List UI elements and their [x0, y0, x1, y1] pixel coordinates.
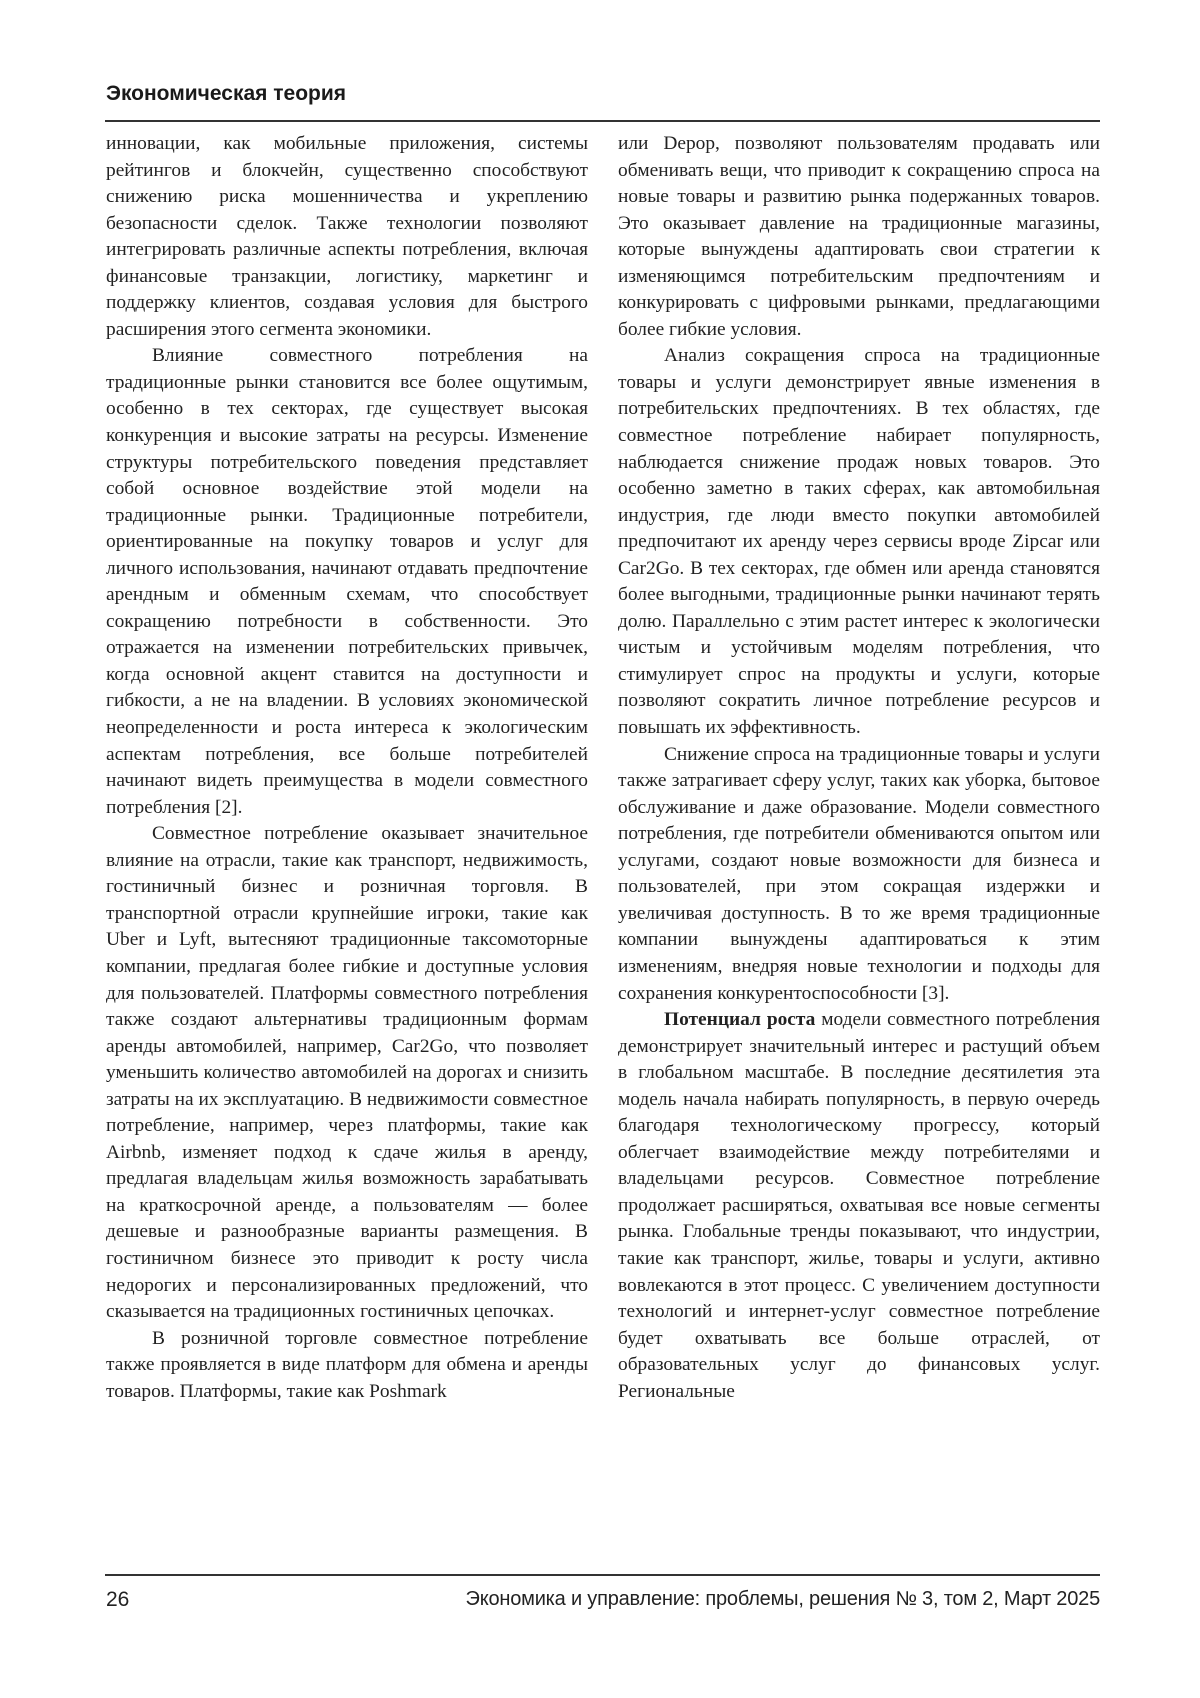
running-head: Экономическая теория — [106, 82, 347, 105]
paragraph: Анализ сокращения спроса на традиционные товары и услуги демонстрирует явные изменения в потребительских предпочтениях. В тех областях, где совместное потребление набирает популярность, наблюдается снижение продаж новых товаров. Это особенно заметно в таких сферах, как автомобильная индустрия, где люди вместо покупки автомобилей предпочитают их аренду через сервисы вроде Zipcar или Car2Go. В тех секторах, где обмен или аренда становятся более выгодными, традиционные рынки начинают терять долю. Параллельно с этим растет интерес к экологически чистым и устойчивым моделям потребления, что стимулирует спрос на продукты и услуги, которые позволяют сократить личное потребление ресурсов и повышать их эффективность. — [618, 345, 1100, 739]
footer-rule — [105, 1574, 1100, 1576]
paragraph: В розничной торговле совместное потребление также проявляется в виде платформ для обмена и аренды товаров. Платформы, такие как Poshmark — [106, 1327, 588, 1402]
page-number: 26 — [106, 1588, 130, 1611]
paragraph: Снижение спроса на традиционные товары и услуги также затрагивает сферу услуг, таких как уборка, бытовое обслуживание и даже образование. Модели совместного потребления, где потребители обмениваются опытом или услугами, создают новые возможности для бизнеса и пользователей, при этом сокращая издержки и увеличивая доступность. В то же время традиционные компании вынуждены адаптироваться к этим изменениям, внедряя новые технологии и подходы для сохранения конкурентоспособности [3]. — [618, 743, 1100, 1004]
paragraph: Влияние совместного потребления на традиционные рынки становится все более ощутимым, особенно в тех секторах, где существует высокая конкуренция и высокие затраты на ресурсы. Изменение структуры потребительского поведения представляет собой основное воздействие этой модели на традиционные рынки. Традиционные потребители, ориентированные на покупку товаров и услуг для личного использования, начинают отдавать предпочтение арендным и обменным схемам, что способствует сокращению потребности в собственности. Это отражается на изменении потребительских привычек, когда основной акцент ставится на доступности и гибкости, а не на владении. В условиях экономической неопределенности и роста интереса к экологическим аспектам потребления, все больше потребителей начинают видеть преимущества в модели совместного потребления [2]. — [106, 345, 588, 818]
paragraph-text: модели совместного потребления демонстрирует значительный интерес и растущий объем в глобальном масштабе. В последние десятилетия эта модель начала набирать популярность, в первую очередь благодаря технологическому прогрессу, который облегчает взаимодействие между потребителями и владельцами ресурсов. Совместное потребление продолжает расширяться, охватывая все новые сегменты рынка. Глобальные тренды показывают, что индустрии, такие как транспорт, жилье, товары и услуги, активно вовлекаются в этот процесс. С увеличением доступности технологий и интернет-услуг совместное потребление будет охватывать все больше отраслей, от образовательных услуг до финансовых услуг. Региональные — [618, 1009, 1100, 1402]
journal-citation: Экономика и управление: проблемы, решения № 3, том 2, Март 2025 — [465, 1588, 1100, 1610]
paragraph: или Depop, позволяют пользователям продавать или обменивать вещи, что приводит к сокращению спроса на новые товары и развитию рынка подержанных товаров. Это оказывает давление на традиционные магазины, которые вынуждены адаптировать свои стратегии к изменяющимся потребительским предпочтениям и конкурировать с цифровыми рынками, предлагающими более гибкие условия. — [618, 133, 1100, 340]
paragraph: Совместное потребление оказывает значительное влияние на отрасли, такие как транспорт, недвижимость, гостиничный бизнес и розничная торговля. В транспортной отрасли крупнейшие игроки, такие как Uber и Lyft, вытесняют традиционные таксомоторные компании, предлагая более гибкие и доступные условия для пользователей. Платформы совместного потребления также создают альтернативы традиционным формам аренды автомобилей, например, Car2Go, что позволяет уменьшить количество автомобилей на дорогах и снизить затраты на их эксплуатацию. В недвижимости совместное потребление, например, через платформы, такие как Airbnb, изменяет подход к сдаче жилья в аренду, предлагая владельцам жилья возможность зарабатывать на краткосрочной аренде, а пользователям — более дешевые и разнообразные варианты размещения. В гостиничном бизнесе это приводит к росту числа недорогих и персонализированных предложений, что сказывается на традиционных гостиничных цепочках. — [106, 823, 589, 1323]
left-column — [106, 131, 588, 1405]
bold-lead-phrase: Потенциал роста — [664, 1009, 816, 1031]
right-column — [618, 131, 1100, 1405]
paragraph: инновации, как мобильные приложения, системы рейтингов и блокчейн, существенно способствуют снижению риска мошенничества и укреплению безопасности сделок. Также технологии позволяют интегрировать различные аспекты потребления, включая финансовые транзакции, логистику, маркетинг и поддержку клиентов, создавая условия для быстрого расширения этого сегмента экономики. — [106, 133, 588, 340]
header-rule — [105, 120, 1100, 122]
paragraph — [618, 1007, 1100, 1405]
